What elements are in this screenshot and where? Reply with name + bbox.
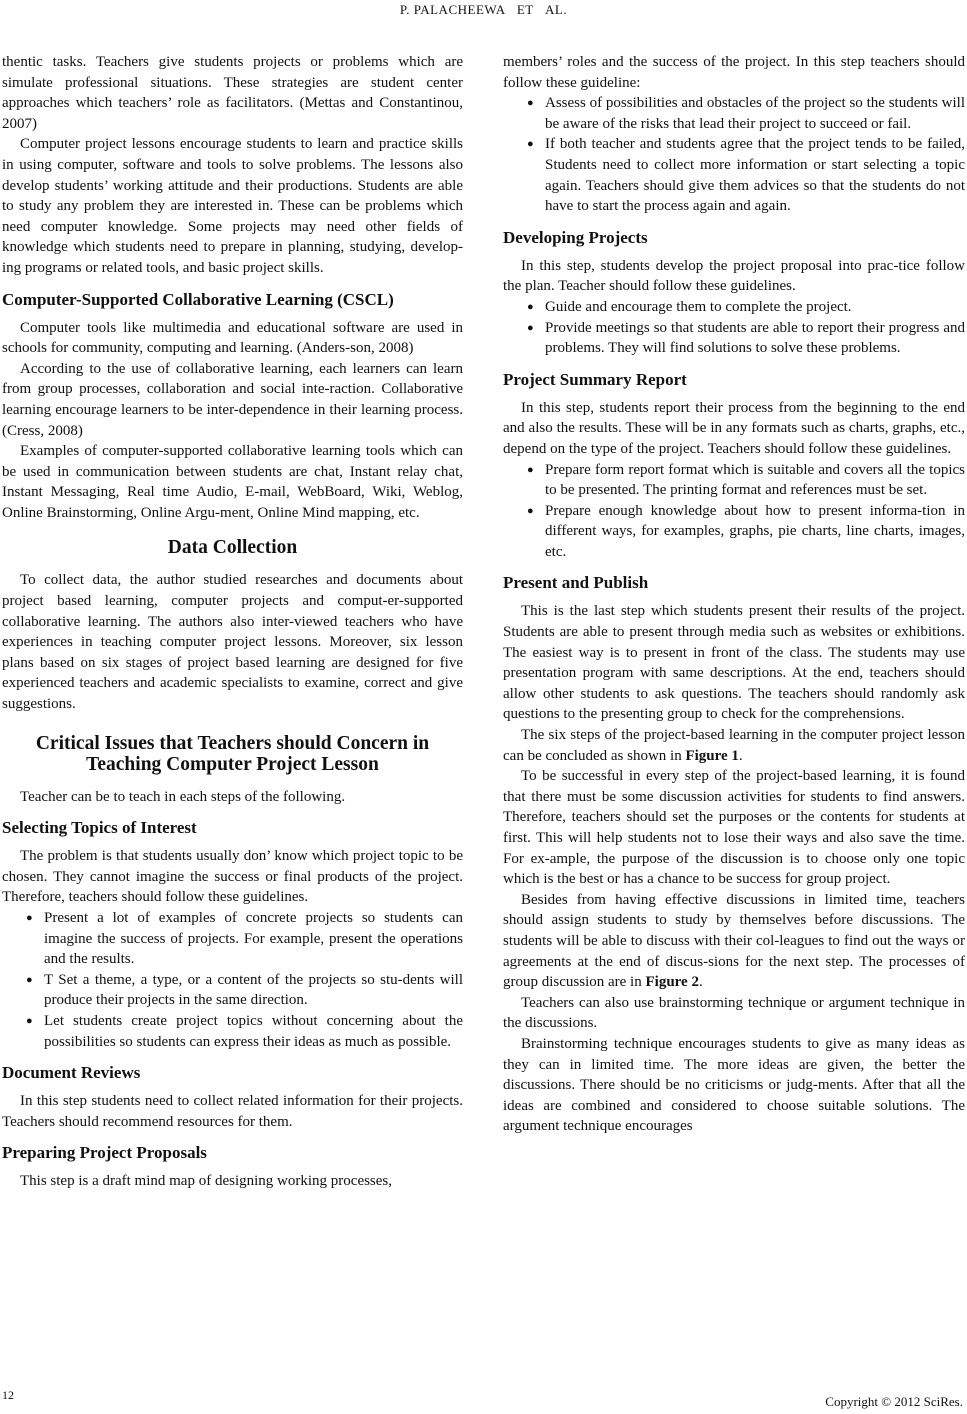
bullet-list-developing xyxy=(503,297,965,359)
paragraph: Computer project lessons encourage students to learn and practice skills in using computer, software and tools to solve problems. The lessons also develop students’ working attitude and their productions. Students are able to study any problem they are interested in. These can be problems which need computer knowledge. Some projects may need other fields of knowledge which students need to prepare in planning, studying, develop-ing programs or related tools, and basic project skills. xyxy=(2,136,463,276)
right-column xyxy=(503,52,965,1137)
list-item: ● Assess of possibilities and obstacles of the project so the students will be aware of the risks that lead their project to succeed or fail. xyxy=(527,95,965,132)
subsection-heading-topics: Selecting Topics of Interest xyxy=(2,818,197,838)
subsection-heading-proposals: Preparing Project Proposals xyxy=(2,1143,207,1163)
bullet-icon: ● xyxy=(527,300,534,313)
list-item: ● Let students create project topics without concerning about the possibilities so students can express their ideas as much as possible. xyxy=(26,1012,463,1050)
subsection-heading-present: Present and Publish xyxy=(503,573,649,593)
list-item: ● Provide meetings so that students are able to report their progress and problems. They will find solutions to solve these problems. xyxy=(527,319,965,357)
list-item: ● If both teacher and students agree that the project tends to be failed, Students need to collect more information or start selecting a topic again. Teachers should give them advices so that the students do not have to start the process again and again. xyxy=(527,136,965,215)
bullet-icon: ● xyxy=(527,321,534,334)
paragraph: Examples of computer-supported collaborative learning tools which can be used in communication between students are chat, Instant relay chat, Instant Messaging, Real time Audio, E-mail, WebBoard, Wiki, Weblog, Online Brainstorming, Online Argu-ment, Online Mind mapping, etc. xyxy=(2,443,463,521)
list-item: ● Present a lot of examples of concrete projects so students can imagine the success of projects. For example, present the operations and the results. xyxy=(26,910,463,968)
section-heading-data-collection: Data Collection xyxy=(167,537,298,559)
paragraph: To be successful in every step of the project-based learning, it is found that there must be some discussion activities for students to find answers. Therefore, teachers should set the purposes or the contents for students at first. This will help students not to lose their ways and also save the time. For ex-ample, the purpose of the discussion is to choose only one topic which is the best or has a chance to be success for group project. xyxy=(503,768,965,888)
copyright-notice: Copyright © 2012 SciRes. xyxy=(825,1394,963,1409)
left-column xyxy=(2,52,463,1192)
paragraph: Teachers can also use brainstorming technique or argument technique in the discussions. xyxy=(503,994,965,1032)
subsection-heading-reviews: Document Reviews xyxy=(2,1063,141,1083)
bullet-icon: ● xyxy=(527,97,534,110)
bullet-icon: ● xyxy=(527,463,534,476)
section-heading-cscl: Computer-Supported Collaborative Learning (CSCL) xyxy=(2,289,394,309)
list-item: ● Guide and encourage them to complete the project. xyxy=(503,297,965,318)
figure-2-reference: Figure 2 xyxy=(645,974,699,991)
section-heading-critical-issues: Critical Issues that Teachers should Concern in Teaching Computer Project Lesson xyxy=(35,732,430,775)
figure-1-reference: Figure 1 xyxy=(685,747,739,764)
list-item: ● T Set a theme, a type, or a content of the projects so stu-dents will produce their projects in the same direction. xyxy=(26,971,463,1009)
subsection-heading-developing: Developing Projects xyxy=(503,227,648,247)
paragraph: In this step students need to collect related information for their projects. Teachers should recommend resources for them. xyxy=(2,1093,463,1130)
paragraph: According to the use of collaborative learning, each learners can learn from group processes, collaboration and social inte-raction. Collaborative learning encourage learners to be inter-dependence in their learning process. (Cress, 2008) xyxy=(2,360,463,439)
paragraph: In this step, students report their process from the beginning to the end and also the results. These will be in any formats such as charts, graphs, etc., depend on the type of the project. Teachers should follow these guidelines. xyxy=(503,399,965,457)
paragraph: Besides from having effective discussions in limited time, teachers should assign students to study by themselves before discussions. The students will be able to discuss with their col-leagues to find out the ways or agreements at the end of discus-sions for the next step. The processes of group discussion are in Figure 2. xyxy=(503,891,965,991)
page-number: 12 xyxy=(2,1388,14,1402)
paragraph: Brainstorming technique encourages students to give as many ideas as they can in limited time. The more ideas are given, the better the discussions. There should be no criticisms or judg-ments. After that all the ideas are combined and considered to choose suitable solutions. The argument technique encourages xyxy=(503,1035,965,1135)
paragraph: thentic tasks. Teachers give students projects or problems which are simulate professional situations. These strategies are student center approaches which teachers’ role as facilitators. (Mettas and Constantinou, 2007) xyxy=(2,54,463,132)
paragraph: This step is a draft mind map of designing working processes, xyxy=(20,1173,393,1190)
bullet-icon: ● xyxy=(26,1014,33,1027)
bullet-icon: ● xyxy=(527,138,534,151)
subsection-heading-summary: Project Summary Report xyxy=(503,369,687,389)
bullet-list-summary xyxy=(503,460,965,563)
bullet-icon: ● xyxy=(26,973,33,986)
bullet-list-topics xyxy=(2,908,463,1052)
bullet-icon: ● xyxy=(26,912,33,924)
paragraph: Computer tools like multimedia and educational software are used in schools for community, computing and learning. (Anders-son, 2008) xyxy=(2,319,463,357)
paragraph: To collect data, the author studied researches and documents about project based learning, computer projects and comput-er-supported collaborative learning. The authors also inter-viewed teachers who have experiences in teaching computer project lessons. Moreover, six lesson plans based on six stages of project based learning are designed for five experienced teachers and academic specialists to examine, correct and give suggestions. xyxy=(2,572,463,713)
list-item: ● Prepare form report format which is suitable and covers all the topics to be presented. The printing format and references must be set. xyxy=(527,461,965,499)
paragraph: In this step, students develop the project proposal into prac-tice follow the plan. Teacher should follow these guidelines. xyxy=(503,257,965,295)
paragraph: The problem is that students usually don’ know which project topic to be chosen. They cannot imagine the success or final products of the project. Therefore, teachers should follow these guidelines. xyxy=(2,848,463,906)
paragraph: This is the last step which students present their results of the project. Students are able to present through media such as websites or exhibitions. The easiest way is to present in front of the class. The students may use presentation program with same descriptions. At the end, teachers should allow other students to ask questions. The teachers should randomly ask questions to the presenting group to check for the comprehensions. xyxy=(503,603,965,723)
list-item: ● Prepare enough knowledge about how to present informa-tion in different ways, for examples, graphs, pie charts, line charts, images, etc. xyxy=(527,502,965,560)
running-head: P. PALACHEEWA ET AL. xyxy=(399,2,568,17)
paragraph: members’ roles and the success of the project. In this step teachers should follow these guideline: xyxy=(503,54,965,91)
paragraph: Teacher can be to teach in each steps of the following. xyxy=(20,788,346,805)
bullet-list-proposals xyxy=(503,93,965,217)
bullet-icon: ● xyxy=(527,504,534,517)
paragraph: The six steps of the project-based learning in the computer project lesson can be concluded as shown in Figure 1. xyxy=(503,727,965,764)
